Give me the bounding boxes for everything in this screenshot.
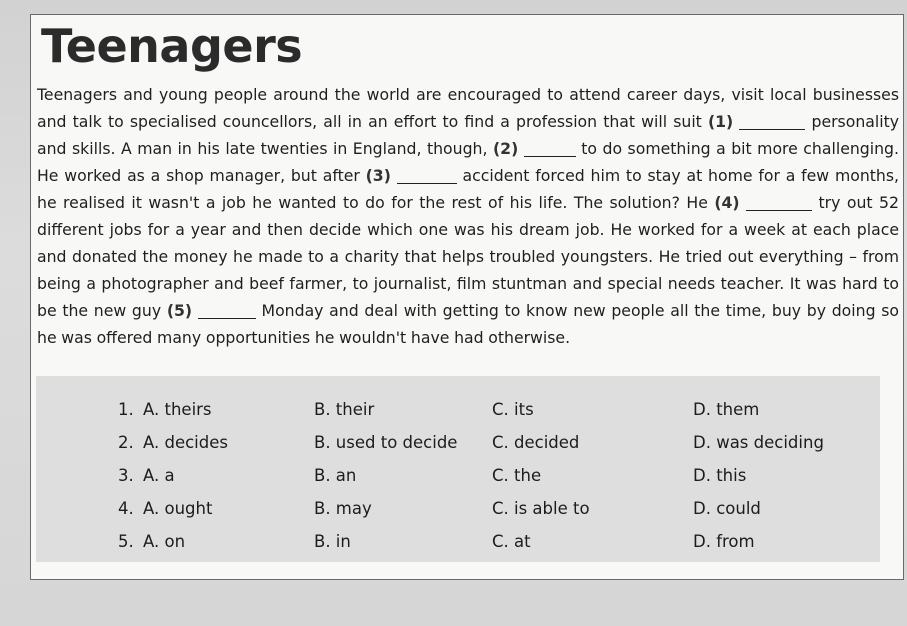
option-a: A. a [143,466,175,485]
option-b: B. in [314,532,351,551]
option-number: 1. [118,400,134,419]
option-a: A. theirs [143,400,212,419]
gap-number: (4) [714,193,740,212]
gap-blank [524,140,576,157]
option-c: C. its [492,400,534,419]
option-number: 4. [118,499,134,518]
option-d: D. this [693,466,747,485]
gap-number: (2) [492,139,519,158]
option-d: D. could [693,499,761,518]
answer-options-box [36,376,880,562]
passage-text [37,81,899,351]
option-number: 2. [118,433,134,452]
gap-blank [397,167,457,184]
option-c: C. at [492,532,531,551]
passage-segment: accident forced him to stay at home for a few months, he realised it wasn't a job he wanted to do for the rest of his life. The solution? He [37,166,900,212]
option-a: A. decides [143,433,228,452]
option-c: C. the [492,466,542,485]
option-a: A. on [143,532,186,551]
passage-segment: Teenagers and young people around the world are encouraged to attend career days, visit local businesses and talk to specialised councellors, all in an effort to find a profession that will suit [37,85,899,131]
gap-number: (3) [365,166,391,185]
passage-segment: personality and skills. A man in his late twenties in England, though, [37,112,900,158]
option-b: B. may [314,499,372,518]
exercise-sheet [30,14,904,580]
option-d: D. from [693,532,755,551]
gap-number: (5) [166,301,193,320]
option-d: D. was deciding [693,433,824,452]
option-c: C. is able to [492,499,590,518]
gap-blank [739,113,805,130]
gap-blank [746,194,812,211]
page-title: Teenagers [41,19,303,73]
passage-segment: try out 52 different jobs for a year and then decide which one was his dream job. He worked for a week at each place and donated the money he made to a charity that helps troubled youngsters. He tried out everything – from being a photographer and beef farmer, to journalist, film stuntman and special needs teacher. It was hard to be the new guy [37,193,899,320]
option-b: B. used to decide [314,433,458,452]
passage-segment: Monday and deal with getting to know new people all the time, buy by doing so he was offered many opportunities he wouldn't have had otherwise. [37,301,900,347]
option-row [36,499,880,531]
option-d: D. them [693,400,760,419]
option-a: A. ought [143,499,213,518]
option-row [36,532,880,564]
passage-segment: to do something a bit more challenging. He worked as a shop manager, but after [37,139,899,185]
option-number: 3. [118,466,134,485]
option-b: B. an [314,466,357,485]
option-row [36,400,880,432]
option-row [36,433,880,465]
option-row [36,466,880,498]
option-number: 5. [118,532,134,551]
gap-blank [198,302,256,319]
option-b: B. their [314,400,375,419]
option-c: C. decided [492,433,580,452]
gap-number: (1) [707,112,734,131]
